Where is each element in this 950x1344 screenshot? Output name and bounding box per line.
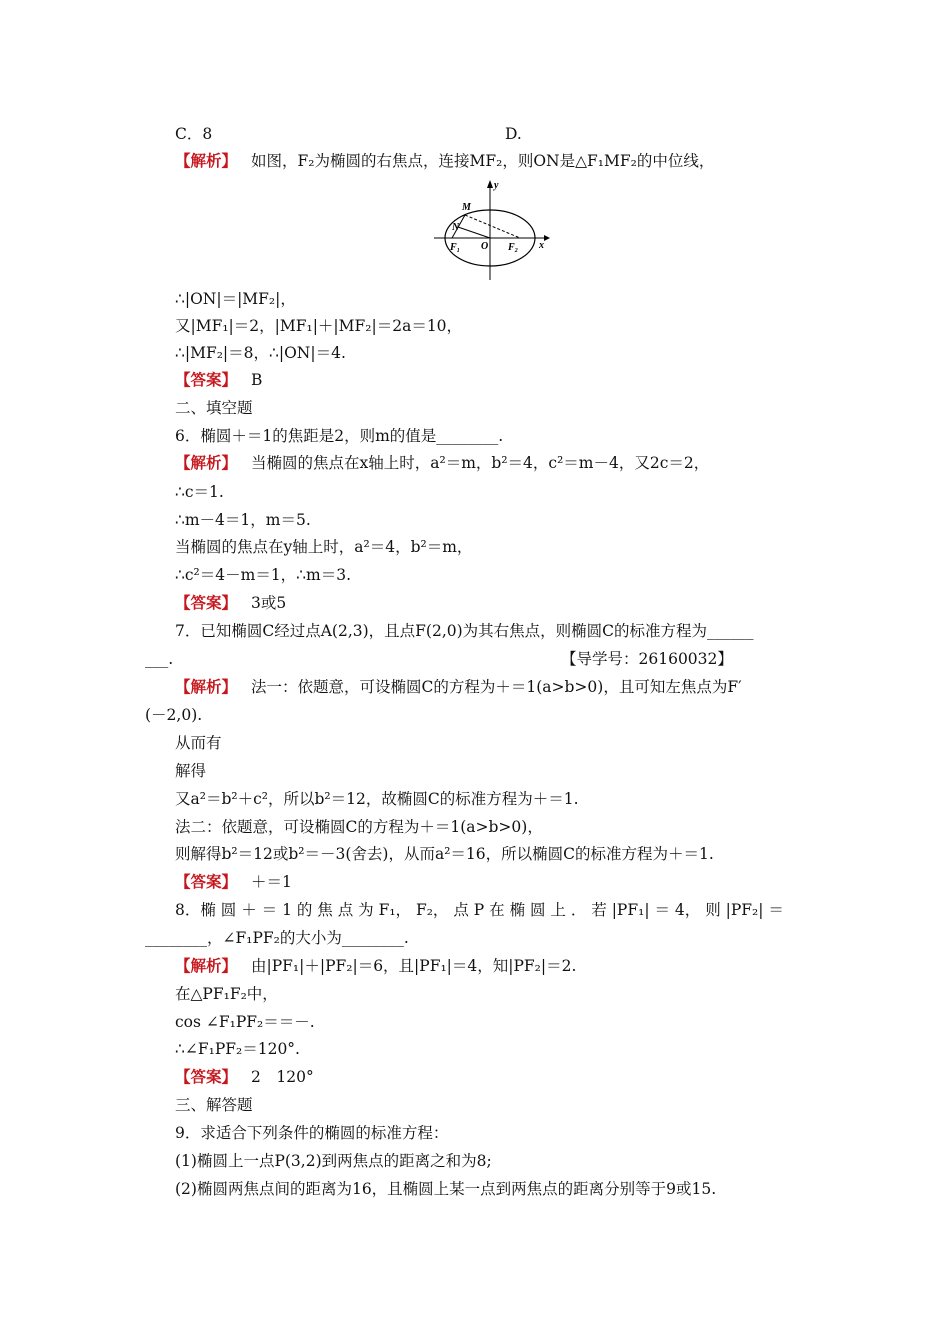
text-line: 解得: [175, 762, 207, 780]
answer-6: 【答案】 3或5: [175, 593, 287, 612]
text-line: 又|MF₁|＝2，|MF₁|＋|MF₂|＝2a＝10，: [175, 317, 463, 335]
analysis-tag: 【解析】: [175, 956, 238, 975]
segment-on: [458, 227, 490, 238]
analysis-tag: 【解析】: [175, 453, 238, 472]
text-line: 则解得b²＝12或b²＝－3(舍去)，从而a²＝16，所以椭圆C的标准方程为＋＝1.: [175, 845, 714, 863]
segment-mf2: [465, 215, 520, 238]
text-line: 从而有: [175, 734, 222, 752]
label-n: N: [452, 222, 460, 233]
analysis-6: 【解析】 当椭圆的焦点在x轴上时，a²＝m，b²＝4，c²＝m－4，又2c＝2，: [175, 453, 710, 472]
question-9: 9．求适合下列条件的椭圆的标准方程：: [175, 1124, 449, 1142]
option-d: D.: [505, 125, 522, 143]
text-line: cos ∠F₁PF₂＝＝－.: [175, 1013, 315, 1031]
section-title: 三、解答题: [175, 1096, 253, 1114]
answer-tag: 【答案】: [175, 593, 238, 612]
question-8-blanks: ________，∠F₁PF₂的大小为________.: [145, 929, 409, 947]
label-f1: F₁: [450, 242, 461, 253]
label-m: M: [462, 202, 471, 213]
answer-8: 【答案】 2 120°: [175, 1067, 314, 1086]
analysis-tag: 【解析】: [175, 677, 238, 696]
text-line: ∴|ON|＝|MF₂|，: [175, 290, 296, 308]
analysis-5: 【解析】 如图，F₂为椭圆的右焦点，连接MF₂，则ON是△F₁MF₂的中位线，: [175, 151, 715, 170]
answer-tag: 【答案】: [175, 872, 238, 891]
label-o: O: [481, 241, 489, 252]
text-line: ∴|MF₂|＝8，∴|ON|＝4.: [175, 344, 346, 362]
question-9-part-1: (1)椭圆上一点P(3,2)到两焦点的距离之和为8;: [175, 1152, 492, 1170]
answer-tag: 【答案】: [175, 1067, 238, 1086]
answer-5: 【答案】 B: [175, 370, 263, 389]
label-x: x: [539, 240, 544, 251]
option-c: C．8: [175, 125, 213, 143]
text-line: 在△PF₁F₂中，: [175, 985, 278, 1003]
question-9-part-2: (2)椭圆两焦点间的距离为16，且椭圆上某一点到两焦点的距离分别等于9或15.: [175, 1180, 717, 1198]
y-axis-arrow: [487, 180, 493, 188]
analysis-7: 【解析】 法一：依题意，可设椭圆C的方程为＋＝1(a>b>0)，且可知左焦点为F′: [175, 677, 742, 696]
x-axis-arrow: [544, 235, 550, 241]
text-line: 当椭圆的焦点在y轴上时，a²＝4，b²＝m，: [175, 538, 473, 556]
text-line: ∴m－4＝1，m＝5.: [175, 511, 311, 529]
label-f2: F₂: [508, 242, 519, 253]
text-line: ∴∠F₁PF₂＝120°.: [175, 1040, 300, 1058]
text-line: 又a²＝b²＋c²，所以b²＝12，故椭圆C的标准方程为＋＝1.: [175, 790, 579, 808]
analysis-8: 【解析】 由|PF₁|＋|PF₂|＝6，且|PF₁|＝4，知|PF₂|＝2.: [175, 956, 577, 975]
text-line: ∴c²＝4－m＝1，∴m＝3.: [175, 566, 352, 584]
answer-7: 【答案】 ＋＝1: [175, 872, 292, 891]
text-line: ∴c＝1.: [175, 483, 224, 501]
label-y: y: [494, 180, 499, 191]
question-7: 7．已知椭圆C经过点A(2,3)，且点F(2,0)为其右焦点，则椭圆C的标准方程为______: [175, 622, 754, 640]
answer-tag: 【答案】: [175, 370, 238, 389]
section-title: 二、填空题: [175, 399, 253, 417]
question-8: 8．椭 圆 ＋ ＝ 1 的 焦 点 为 F₁， F₂， 点 P 在 椭 圆 上 ． 若 |PF₁| ＝ 4， 则 |PF₂| ＝: [175, 901, 784, 919]
text-line: (－2,0).: [145, 706, 203, 724]
question-6: 6．椭圆＋＝1的焦距是2，则m的值是________.: [175, 427, 504, 445]
reference-number: 【导学号：26160032】: [561, 650, 733, 668]
ellipse-diagram: [432, 178, 552, 282]
text-line: 法二：依题意，可设椭圆C的方程为＋＝1(a>b>0)，: [175, 818, 543, 836]
question-7-blank: ___.: [145, 650, 174, 668]
analysis-tag: 【解析】: [175, 151, 238, 170]
